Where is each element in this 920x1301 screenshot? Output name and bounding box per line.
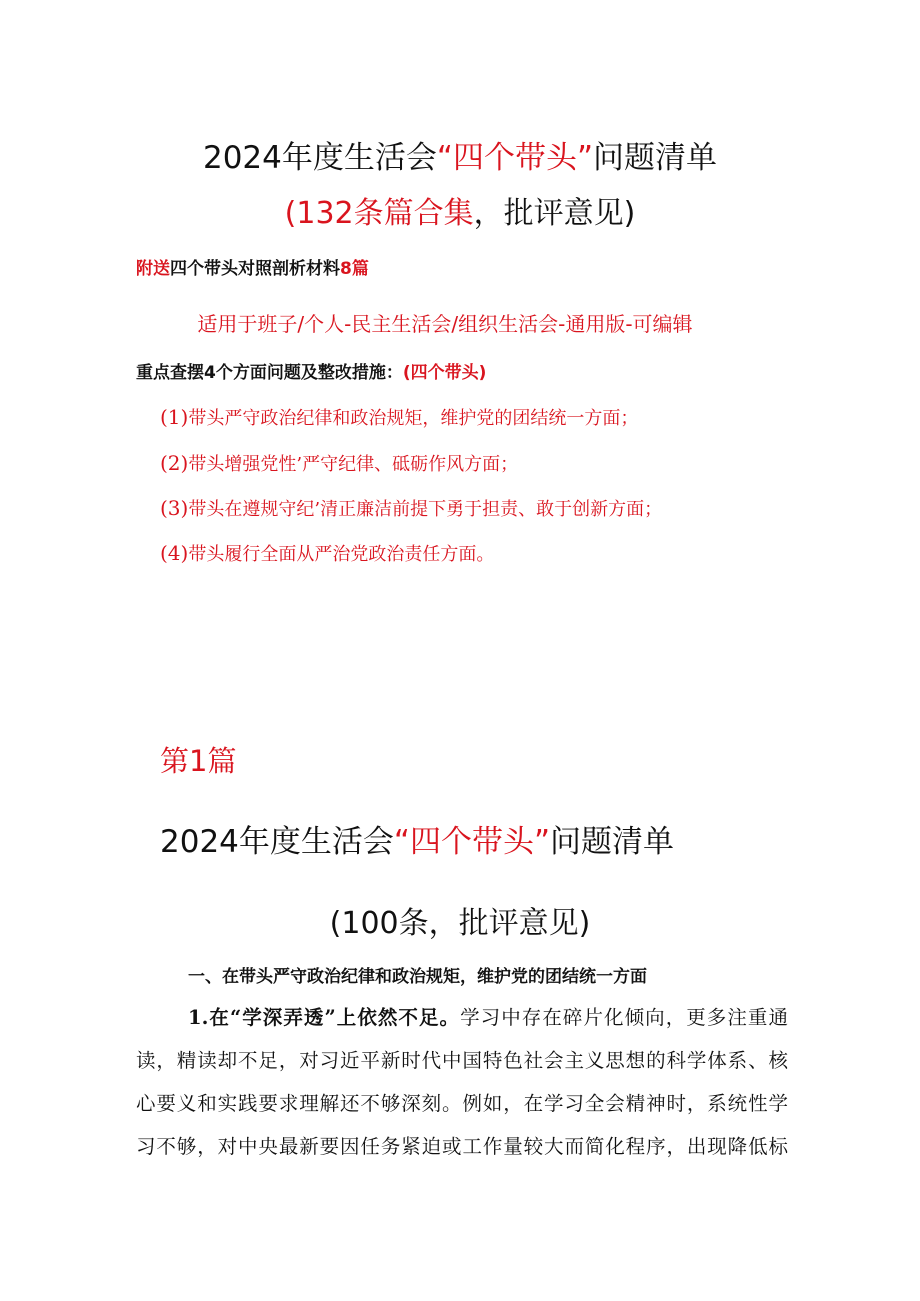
- main-title-post: 问题清单: [593, 140, 718, 176]
- gift-line: [136, 254, 369, 279]
- gift-red-b: 8篇: [340, 259, 369, 279]
- part-title-quote-close: ”: [533, 824, 551, 860]
- paragraph-line: 心要义和实践要求理解还不够深刻。例如，在学习全会精神时，系统性学: [136, 1092, 788, 1115]
- focus-red: (四个带头): [402, 363, 487, 383]
- part-title: [160, 816, 674, 861]
- list-item: [160, 450, 518, 476]
- main-title-quote-close: ”: [576, 140, 594, 176]
- paragraph-lead: 1.在“学深弄透”上依然不足。: [188, 1006, 461, 1029]
- apply-line: 适用于班子/个人-民主生活会/组织生活会-通用版-可编辑: [197, 312, 693, 336]
- main-subtitle-red: 132条篇合集: [296, 196, 474, 231]
- list-item-number: (1): [160, 405, 189, 429]
- focus-line: [136, 358, 486, 383]
- body-paragraph: [136, 996, 788, 1168]
- list-item-number: (2): [160, 451, 189, 475]
- main-subtitle-rest: ，批评意见): [473, 196, 636, 231]
- paragraph-line: 读，精读却不足，对习近平新时代中国特色社会主义思想的科学体系、核: [136, 1049, 788, 1072]
- section-heading: 一、在带头严守政治纪律和政治规矩，维护党的团结统一方面: [188, 967, 647, 987]
- part-title-post: 问题清单: [550, 824, 675, 860]
- part-title-pre: 2024年度生活会: [160, 824, 394, 860]
- part-title-highlight: 四个带头: [409, 824, 534, 860]
- main-subtitle-open: (: [284, 196, 297, 231]
- list-item: [160, 540, 494, 566]
- part-title-quote-open: “: [393, 824, 410, 860]
- list-item-number: (3): [160, 496, 189, 520]
- list-item-text: 带头严守政治纪律和政治规矩，维护党的团结统一方面；: [188, 408, 639, 429]
- focus-black: 重点查摆4个方面问题及整改措施：: [136, 363, 403, 383]
- list-item-text: 带头履行全面从严治党政治责任方面。: [188, 544, 495, 565]
- paragraph-line: 习不够，对中央最新要因任务紧迫或工作量较大而简化程序，出现降低标: [136, 1135, 788, 1158]
- paragraph-line-text: 学习中存在碎片化倾向，更多注重通: [460, 1006, 788, 1029]
- gift-black: 四个带头对照剖析材料: [170, 259, 340, 279]
- main-title: [0, 132, 920, 177]
- list-item: [160, 495, 662, 521]
- part-label: 第1篇: [160, 744, 237, 778]
- paragraph-line: [136, 996, 788, 1039]
- main-title-highlight: 四个带头: [452, 140, 577, 176]
- main-subtitle: [0, 188, 920, 232]
- list-item-text: 带头在遵规守纪’清正廉洁前提下勇于担责、敢于创新方面；: [188, 499, 663, 520]
- main-title-pre: 2024年度生活会: [202, 140, 437, 176]
- part-subtitle: (100条，批评意见): [329, 906, 591, 941]
- list-item-text: 带头增强党性’严守纪律、砥砺作风方面；: [188, 454, 519, 475]
- list-item-number: (4): [160, 541, 189, 565]
- gift-red-a: 附送: [136, 259, 170, 279]
- list-item: [160, 404, 638, 430]
- main-title-quote-open: “: [436, 140, 453, 176]
